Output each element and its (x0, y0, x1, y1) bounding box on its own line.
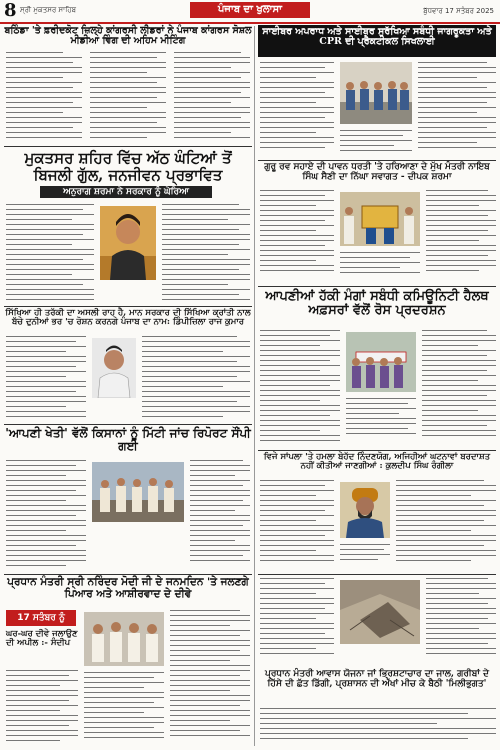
divider (4, 146, 252, 147)
group-photo (340, 62, 412, 124)
masthead (0, 0, 500, 24)
damaged-roof-photo (340, 580, 420, 644)
article-text-column (260, 330, 340, 446)
article-text-column (426, 190, 496, 282)
pm-awas-headline: ਪ੍ਰਧਾਨ ਮੰਤਰੀ ਆਵਾਸ ਯੋਜਨਾ ਜਾਂ ਭ੍ਰਿਸ਼ਟਾਚਾਰ ਦਾ ਜਾਲ, ਗਰੀਬਾਂ ਦੇ ਹਿੱਸੇ ਦੀ ਛੱਤ ਡਿੱਗੀ, ਪ੍ਰਸ਼ਾਸਨ ਦੀ ਅੱਖਾਂ ਮੀਚ ਕੇ ਬੈਠੀ 'ਮਿਲੀਭੁਗਤ' (265, 669, 489, 689)
article-text-column (260, 480, 334, 570)
page-number: 8 (4, 0, 17, 21)
article-text-column (162, 204, 250, 304)
article-text-column (6, 460, 86, 570)
apni-kheti-headline: 'ਆਪਣੀ ਖੇਤੀ' ਵੱਲੋਂ ਕਿਸਾਨਾਂ ਨੂੰ ਮਿੱਟੀ ਜਾਂਚ ਰਿਪੋਰਟ ਸੌਂਪੀ ਗਈ (5, 426, 251, 454)
article-text-column (396, 480, 496, 570)
sept17-headline: ਘਰ-ਘਰ ਦੀਵੇ ਜਲਾਉਣ ਦੀ ਅਪੀਲ :- ਸੰਦੀਪ (6, 629, 78, 649)
divider (4, 574, 252, 575)
health-protest-headline: ਆਪਣੀਆਂ ਹੱਕੀ ਮੰਗਾਂ ਸਬੰਧੀ ਕਮਿਊਨਿਟੀ ਹੈਲਥ ਅਫ਼ਸਰਾਂ ਵੱਲੋਂ ਰੋਸ ਪ੍ਰਦਰਸ਼ਨ (265, 289, 489, 319)
article-text-column (190, 460, 250, 570)
sept17-badge: 17 ਸਤੰਬਰ ਨੂੰ (6, 610, 76, 626)
electricity-headline: ਮੁਕਤਸਰ ਸ਼ਹਿਰ ਵਿੱਚ ਅੱਠ ਘੰਟਿਆਂ ਤੋਂ ਬਿਜਲੀ ਗੁੱਲ, ਜਨਜੀਵਨ ਪ੍ਰਭਾਵਿਤ (24, 149, 232, 184)
article-text-column (6, 670, 78, 746)
article-text-column (340, 130, 412, 158)
article-text-column (170, 610, 250, 746)
divider (4, 306, 252, 307)
congress-meeting-headline: ਬਠਿੰਡਾ 'ਤੇ ਫ਼ਰੀਦਕੋਟ ਜ਼ਿਲ੍ਹੇ ਕਾਂਗਰਸੀ ਲੀਡਰਾਂ ਨੇ ਪੰਜਾਬ ਕਾਂਗਰਸ ਸੋਸ਼ਲ ਮੀਡੀਆ ਵਿੰਗ ਦੀ ਅਹਿਮ ਮੀਟਿੰਗ (4, 25, 252, 47)
divider (258, 286, 496, 287)
article-text-column (142, 336, 250, 422)
divider (258, 574, 496, 575)
cyber-crime-headline: ਸਾਈਬਰ ਅਪਰਾਧ ਅਤੇ ਸਾਈਬਰ ਸੁਰੱਖਿਆ ਸਬੰਧੀ ਜਾਗਰੂਕਤਾ ਅਤੇ CPR ਦੀ ਪ੍ਰੈਕਟੀਕਲ ਸਿਖਲਾਈ (258, 25, 496, 57)
education-headline: ਸਿੱਖਿਆ ਹੀ ਤਰੱਕੀ ਦਾ ਅਸਲੀ ਰਾਹ ਹੈ, ਮਾਨ ਸਰਕਾਰ ਦੀ ਸਿੱਖਿਆ ਕ੍ਰਾਂਤੀ ਨਾਲ ਬੱਚੇ ਦੁਨੀਆਂ ਭਰ 'ਚ ਰੋਸ਼ਨ ਕਰਨਗੇ ਪੰਜਾਬ ਦਾ ਨਾਮ: ਡਿੰਪੀਜ਼ਿਲਾ ਰਾਜ ਕੁਮਾਰ (5, 308, 251, 328)
electricity-byline: ਅਨੁਰਾਗ ਸ਼ਰਮਾ ਨੇ ਸਰਕਾਰ ਨੂੰ ਘੇਰਿਆ (40, 186, 212, 198)
article-text-column (340, 252, 420, 282)
group-photo (84, 612, 164, 666)
article-text-column (6, 204, 94, 304)
sampla-attack-headline: ਵਿਜੇ ਸਾਂਪਲਾ 'ਤੇ ਹਮਲਾ ਬੇਹੱਦ ਨਿੰਦਣਯੋਗ, ਅਜਿਹੀਆਂ ਘਟਨਾਵਾਂ ਬਰਦਾਸ਼ਤ ਨਹੀਂ ਕੀਤੀਆਂ ਜਾਣਗੀਆਂ : ਕੁਲਦੀਪ ਸਿੰਘ ਰੰਗੀਲਾ (263, 452, 491, 472)
article-text-column (174, 52, 250, 142)
protest-photo (346, 332, 416, 392)
group-photo (92, 462, 184, 522)
article-text-column (90, 52, 166, 142)
article-text-column (346, 398, 416, 446)
article-text-column (260, 708, 496, 746)
divider (4, 424, 252, 425)
article-text-column (426, 578, 496, 666)
article-text-column (422, 330, 496, 446)
issue-date: ਬੁੱਧਵਾਰ 17 ਸਤੰਬਰ 2025 (423, 7, 494, 15)
article-text-column (6, 52, 82, 142)
article-text-column (260, 62, 334, 158)
article-text-column (260, 578, 334, 666)
article-text-column (6, 336, 86, 422)
divider (258, 450, 496, 451)
portrait-photo (92, 338, 136, 398)
column-divider (254, 26, 255, 746)
divider (258, 160, 496, 161)
portrait-photo (100, 206, 156, 280)
portrait-photo (340, 482, 390, 538)
group-photo (340, 192, 420, 246)
article-text-column (260, 190, 334, 282)
modi-birthday-headline: ਪ੍ਰਧਾਨ ਮੰਤਰੀ ਸ੍ਰੀ ਨਰਿੰਦਰ ਮੋਦੀ ਜੀ ਦੇ ਜਨਮਦਿਨ 'ਤੇ ਜਲਣਗੇ ਪਿਆਰ ਅਤੇ ਆਸ਼ੀਰਵਾਦ ਦੇ ਦੀਵੇ (7, 576, 249, 600)
article-text-column (340, 544, 390, 570)
section-banner: ਪੰਜਾਬ ਦਾ ਖੁਲਾਸਾ (190, 2, 310, 18)
article-text-column (418, 62, 496, 158)
paper-name: ਸ੍ਰੀ ਮੁਕਤਸਰ ਸਾਹਿਬ (20, 6, 77, 14)
guru-ravidas-headline: ਗੁਰੂ ਰਵ ਸਹਾਏ ਦੀ ਪਾਵਨ ਧਰਤੀ 'ਤੇ ਹਰਿਆਣਾ ਦੇ ਮੁੱਖ ਮੰਤਰੀ ਨਾਇਬ ਸਿੰਘ ਸੈਣੀ ਦਾ ਨਿੱਘਾ ਸਵਾਗਤ - ਦੀਪਕ ਸ਼ਰਮਾ (264, 162, 490, 182)
article-text-column (84, 672, 164, 746)
